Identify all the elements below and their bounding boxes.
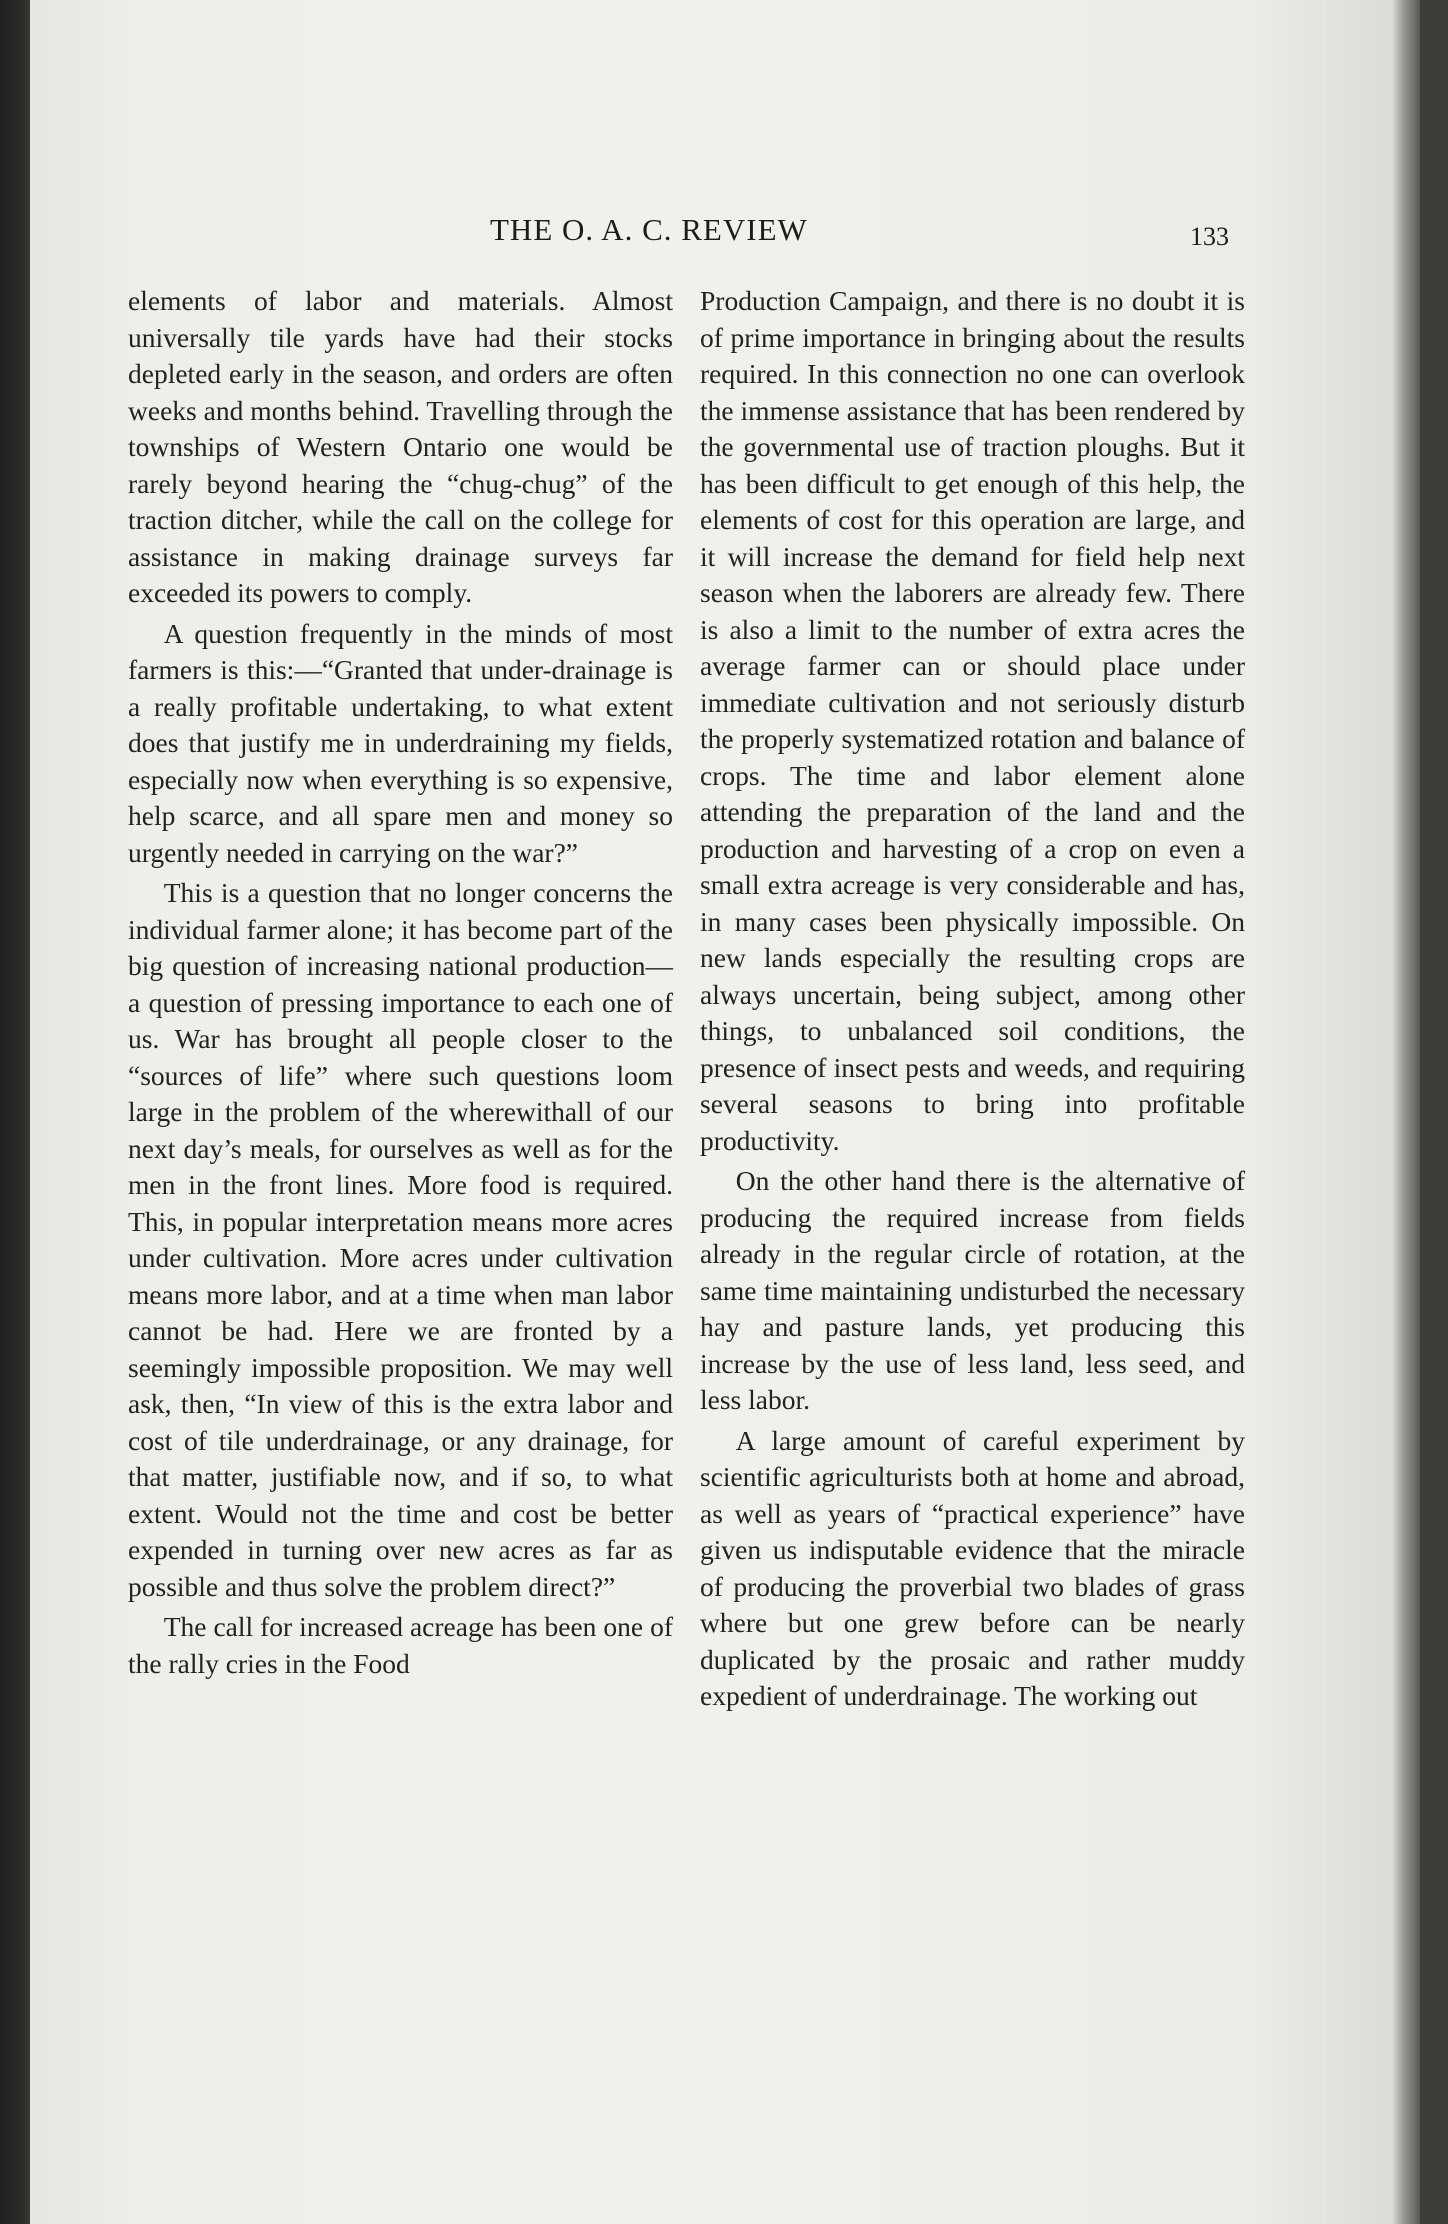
running-title: THE O. A. C. REVIEW bbox=[490, 212, 808, 247]
paragraph: Production Campaign, and there is no doubt it is of prime importance in bringing about the results required. In this connection no one can overlook the immense assistance that has been rendered by the governmental use of traction ploughs. But it has been difficult to get enough of this help, the elements of cost for this operation are large, and it will increase the demand for field help next season when the laborers are already few. There is also a limit to the number of extra acres the average farmer can or should place under immediate cultivation and not seriously disturb the properly systematized rotation and balance of crops. The time and labor element alone attending the preparation of the land and the production and harvesting of a crop on even a small extra acreage is very considerable and has, in many cases been physically impossible. On new lands especially the resulting crops are always uncertain, being subject, among other things, to unbalanced soil conditions, the presence of insect pests and weeds, and requiring several seasons to bring into profitable productivity. bbox=[700, 285, 1245, 1156]
page-edge-shadow bbox=[1392, 0, 1420, 2224]
paragraph: On the other hand there is the alternative of producing the required increase from fields already in the regular circle of rotation, at the same time maintaining undisturbed the necessary hay and pasture lands, yet producing this increase by the use of less land, less seed, and less labor. bbox=[700, 1165, 1245, 1415]
page-number: 133 bbox=[1190, 222, 1229, 251]
paragraph: A question frequently in the minds of most farmers is this:—“Granted that under-drainage is a really profitable undertaking, to what extent does that justify me in underdraining my fields, especially now when everything is so expensive, help scarce, and all spare men and money so urgently needed in carrying on the war?” bbox=[128, 617, 673, 868]
paragraph: This is a question that no longer concerns the individual farmer alone; it has become part of the big question of increasing national production—a question of pressing importance to each one of us. War has brought all people closer to the “sources of life” where such questions loom large in the problem of the wherewithall of our next day’s meals, for ourselves as well as for the men in the front lines. More food is required. This, in popular interpretation means more acres under cultivation. More acres under cultivation means more labor, and at a time when man labor cannot be had. Here we are fronted by a seemingly impossible proposition. We may well ask, then, “In view of this is the extra labor and cost of tile underdrainage, or any drainage, for that matter, justifiable now, and if so, to what extent. Would not the time and cost be better expended in turning over new acres as far as possible and thus solve the problem direct?” bbox=[128, 877, 673, 1602]
left-column bbox=[128, 283, 673, 1686]
paragraph: elements of labor and materials. Almost universally tile yards have had their stocks depleted early in the season, and orders are often weeks and months behind. Travelling through the townships of Western Ontario one would be rarely beyond hearing the “chug-chug” of the traction ditcher, while the call on the college for assistance in making drainage surveys far exceeded its powers to comply. bbox=[128, 285, 673, 608]
paragraph: The call for increased acreage has been one of the rally cries in the Food bbox=[128, 1611, 673, 1679]
right-column bbox=[700, 283, 1245, 1719]
paragraph: A large amount of careful experiment by scientific agriculturists both at home and abroad, as well as years of “practical experience” have given us indisputable evidence that the miracle of producing the proverbial two blades of grass where but one grew before can be nearly duplicated by the prosaic and rather muddy expedient of underdrainage. The working out bbox=[700, 1424, 1245, 1711]
